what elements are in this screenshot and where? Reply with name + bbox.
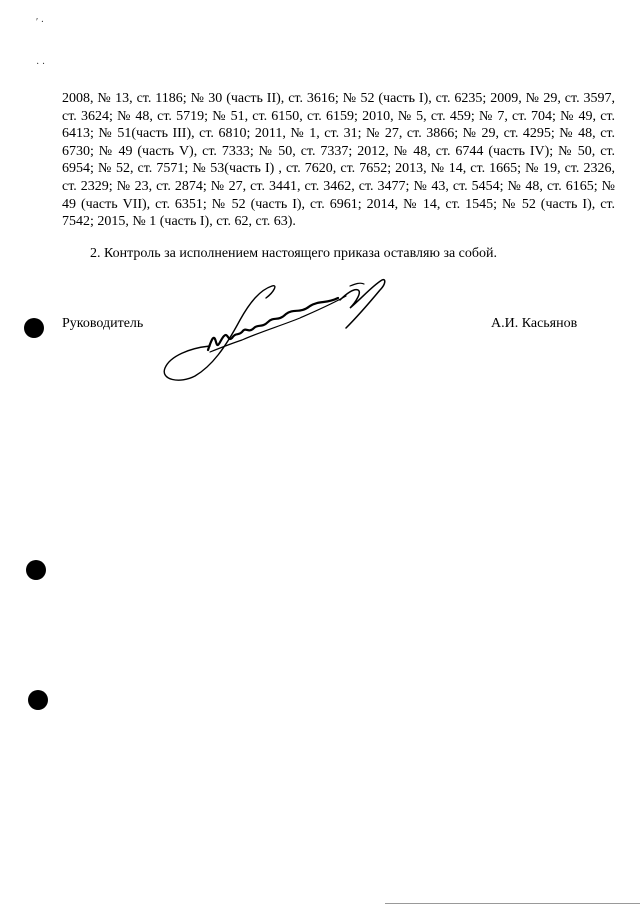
handwritten-signature <box>150 268 400 388</box>
legislation-citation-paragraph: 2008, № 13, ст. 1186; № 30 (часть II), ст. 3616; № 52 (часть I), ст. 6235; 2009, № 29, ст. 3597, ст. 3624; № 48, ст. 5719; № 51, ст. 6150, ст. 6159; 2010, № 5, ст. 459; № 7, ст. 704; № 49, ст. 6413; № 51(часть III), ст. 6810; 2011, № 1, ст. 31; № 27, ст. 3866; № 29, ст. 4295; № 48, ст. 6730; № 49 (часть V), ст. 7333; № 50, ст. 7337; 2012, № 48, ст. 6744 (часть IV); № 50, ст. 6954; № 52, ст. 7571; № 53(часть I) , ст. 7620, ст. 7652; 2013, № 14, ст. 1665; № 19, ст. 2326, ст. 2329; № 23, ст. 2874; № 27, ст. 3441, ст. 3462, ст. 3477; № 43, ст. 5454; № 48, ст. 6165; № 49 (часть VII), ст. 6351; № 52 (часть I), ст. 6961; 2014, № 14, ст. 1545; № 52 (часть I), ст. 7542; 2015, № 1 (часть I), ст. 62, ст. 63). <box>62 91 615 230</box>
scan-bottom-edge <box>385 903 640 904</box>
punch-hole-top <box>24 318 44 338</box>
signatory-name: А.И. Касьянов <box>491 316 578 331</box>
punch-hole-middle <box>26 560 46 580</box>
scan-mark-margin: · · <box>36 59 46 70</box>
punch-hole-bottom <box>28 690 48 710</box>
scan-mark-top: ′ · <box>36 17 45 28</box>
signatory-title: Руководитель <box>62 316 144 331</box>
control-clause-paragraph: 2. Контроль за исполнением настоящего приказа оставляю за собой. <box>90 246 498 261</box>
